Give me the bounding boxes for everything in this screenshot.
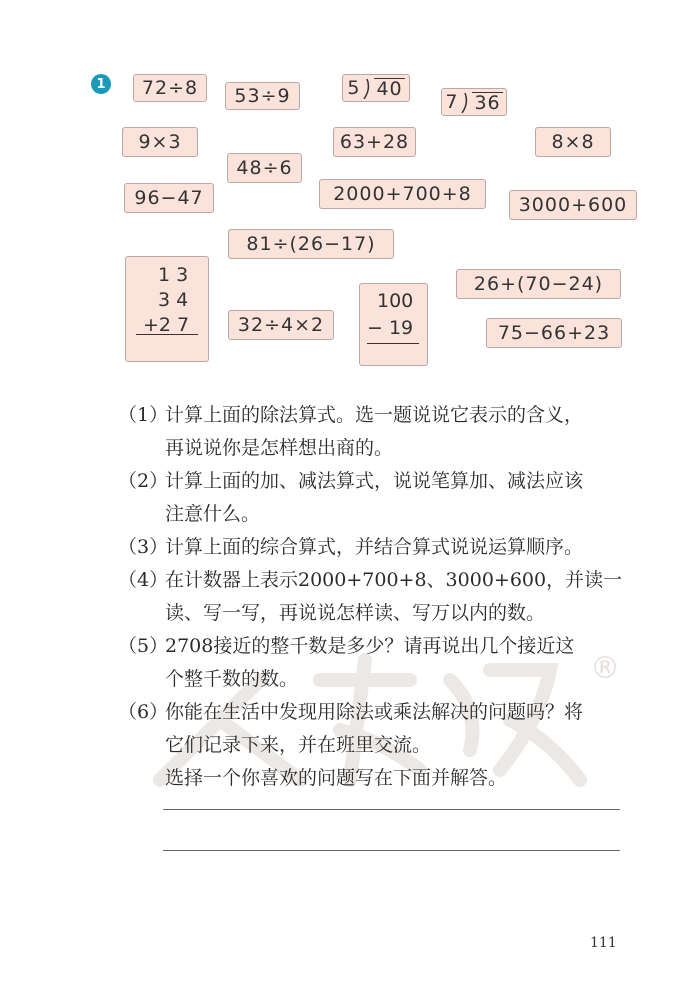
dividend: 36: [474, 92, 501, 114]
vertical-subtraction-line: [367, 343, 419, 344]
exercise-number-badge: 1: [91, 74, 111, 94]
long-division: [347, 77, 404, 99]
vertical-addition-row2: 3 4: [158, 289, 189, 311]
answer-line-1[interactable]: [163, 809, 620, 810]
question-number: （5）: [118, 635, 169, 657]
question-number: （3）: [118, 536, 169, 558]
question-6-continued: 它们记录下来，并在班里交流。: [165, 734, 432, 756]
question-text: 计算上面的综合算式，并结合算式说说运算顺序。: [165, 536, 584, 558]
card-75-66-23: 75−66+23: [486, 318, 622, 348]
question-text: 计算上面的加、减法算式，说说笔算加、减法应该: [165, 470, 584, 492]
divisor: 5: [347, 77, 361, 99]
question-number: （6）: [118, 701, 169, 723]
question-1: [118, 398, 583, 432]
question-3: [118, 530, 583, 564]
question-1-continued: 再说说你是怎样想出商的。: [165, 437, 394, 459]
vertical-subtraction-row2: − 19: [367, 317, 414, 339]
question-number: （2）: [118, 470, 169, 492]
vertical-addition-line: [136, 334, 198, 335]
card-26-plus-paren: 26+(70−24): [456, 269, 621, 299]
card-72-div-8: 72÷8: [133, 74, 207, 102]
card-2000-700-8: 2000+700+8: [319, 179, 486, 209]
card-9-times-3: 9×3: [122, 127, 198, 157]
registered-mark: ®: [590, 651, 620, 686]
vertical-subtraction-row1: 100: [377, 290, 414, 312]
card-32-div-4-times-2: 32÷4×2: [228, 310, 334, 340]
question-2-continued: 注意什么。: [165, 503, 261, 525]
question-number: （4）: [118, 569, 169, 591]
page-number: 111: [590, 935, 617, 951]
question-5: [118, 629, 574, 663]
question-6: [118, 695, 583, 729]
question-4: [118, 563, 622, 597]
question-text: 你能在生活中发现用除法或乘法解决的问题吗？将: [165, 701, 584, 723]
dividend: 40: [376, 78, 403, 100]
card-81-div-paren: 81÷(26−17): [228, 229, 394, 259]
answer-line-2[interactable]: [163, 850, 620, 851]
question-6-instruction: 选择一个你喜欢的问题写在下面并解答。: [165, 767, 508, 789]
question-5-continued: 个整千数的数。: [165, 668, 299, 690]
card-48-div-6: 48÷6: [227, 153, 302, 183]
card-long-div-7-36: [441, 88, 507, 116]
question-text: 计算上面的除法算式。选一题说说它表示的含义，: [165, 404, 584, 426]
question-2: [118, 464, 583, 498]
card-8-times-8: 8×8: [535, 127, 611, 157]
question-4-continued: 读、写一写，再说说怎样读、写万以内的数。: [165, 602, 546, 624]
question-text: 2708接近的整千数是多少？请再说出几个接近这: [165, 635, 575, 657]
vertical-addition-row3: +2 7: [143, 314, 190, 336]
card-3000-600: 3000+600: [509, 190, 637, 220]
long-division-bracket-icon: [461, 93, 470, 113]
question-text: 在计数器上表示2000+700+8、3000+600，并读一: [165, 569, 623, 591]
card-long-div-5-40: [342, 74, 410, 102]
question-number: （1）: [118, 404, 169, 426]
vertical-addition-row1: 1 3: [158, 264, 189, 286]
divisor: 7: [445, 91, 459, 113]
card-96-minus-47: 96−47: [124, 183, 214, 213]
long-division: [445, 91, 502, 113]
card-53-div-9: 53÷9: [225, 82, 300, 110]
long-division-bracket-icon: [363, 79, 372, 99]
card-63-plus-28: 63+28: [333, 127, 416, 157]
